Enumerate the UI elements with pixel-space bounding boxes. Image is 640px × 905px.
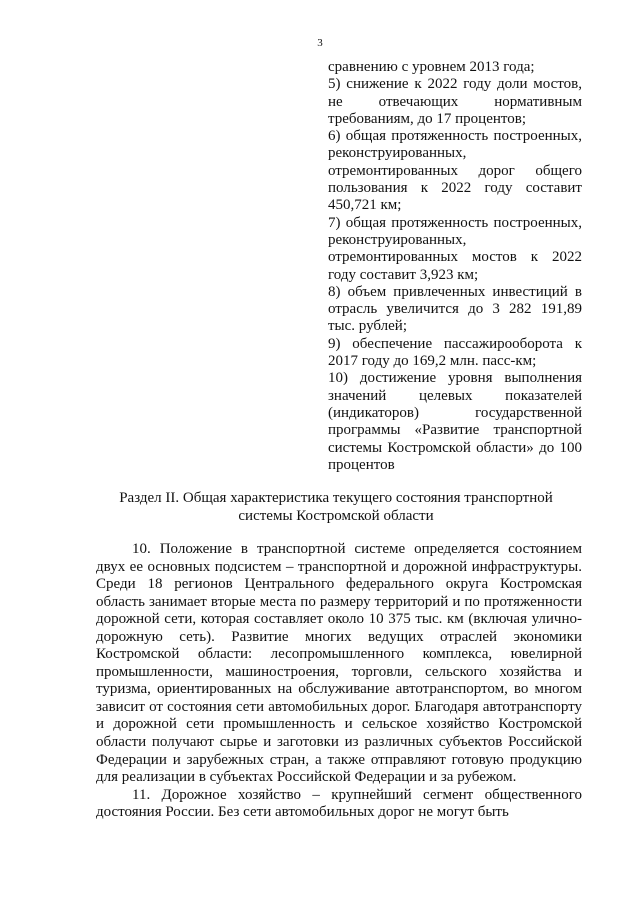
list-item: сравнению с уровнем 2013 года; bbox=[328, 59, 535, 75]
paragraph: 10. Положение в транспортной системе определяется состоянием двух ее основных подсистем – транспортной и дорожной инфраструктуры. Среди 18 регионов Центрального федерального округа Костромская область занимает вторые места по размеру территорий и по протяженности дорожной сети, которая составляет около 10 375 тыс. км (включая улично-дорожную сеть). Развитие многих ведущих отраслей экономики Костромской области: лесопромышленного комплекса, ювелирной промышленности, машиностроения, торговли, сельского хозяйства и туризма, ориентированных на обслуживание автотранспортом, во многом зависит от состояния сети автомобильных дорог. Благодаря автотранспорту и дорожной сети промышленность и сельское хозяйство Костромской области получают сырье и заготовки из различных субъектов Российской Федерации и зарубежных стран, а также отправляют готовую продукцию для реализации в субъектах Российской Федерации и за рубежом. bbox=[96, 541, 582, 786]
list-item: 8) объем привлеченных инвестиций в отрасль увеличится до 3 282 191,89 тыс. рублей; bbox=[328, 283, 582, 335]
section-heading-line: Раздел II. Общая характеристика текущего состояния транспортной bbox=[119, 490, 553, 506]
target-indicators-list bbox=[328, 59, 582, 474]
list-item: 7) общая протяженность построенных, реконструированных, отремонтированных мостов к 2022 году составит 3,923 км; bbox=[328, 214, 582, 283]
list-item: 6) общая протяженность построенных, реконструированных, отремонтированных дорог общего пользования к 2022 году составит 450,721 км; bbox=[328, 128, 582, 214]
page-number: 3 bbox=[317, 37, 323, 49]
list-item: 9) обеспечение пассажирооборота к 2017 году до 169,2 млн. пасс-км; bbox=[328, 335, 582, 370]
list-item: 5) снижение к 2022 году доли мостов, не отвечающих нормативным требованиям, до 17 процентов; bbox=[328, 76, 582, 127]
body-text bbox=[96, 541, 582, 822]
section-heading-line: системы Костромской области bbox=[238, 508, 434, 524]
paragraph: 11. Дорожное хозяйство – крупнейший сегмент общественного достояния России. Без сети автомобильных дорог не могут быть bbox=[96, 786, 582, 821]
section-heading bbox=[96, 489, 576, 525]
list-item: 10) достижение уровня выполнения значений целевых показателей (индикаторов) государственной программы «Развитие транспортной системы Костромской области» до 100 процентов bbox=[328, 370, 582, 473]
